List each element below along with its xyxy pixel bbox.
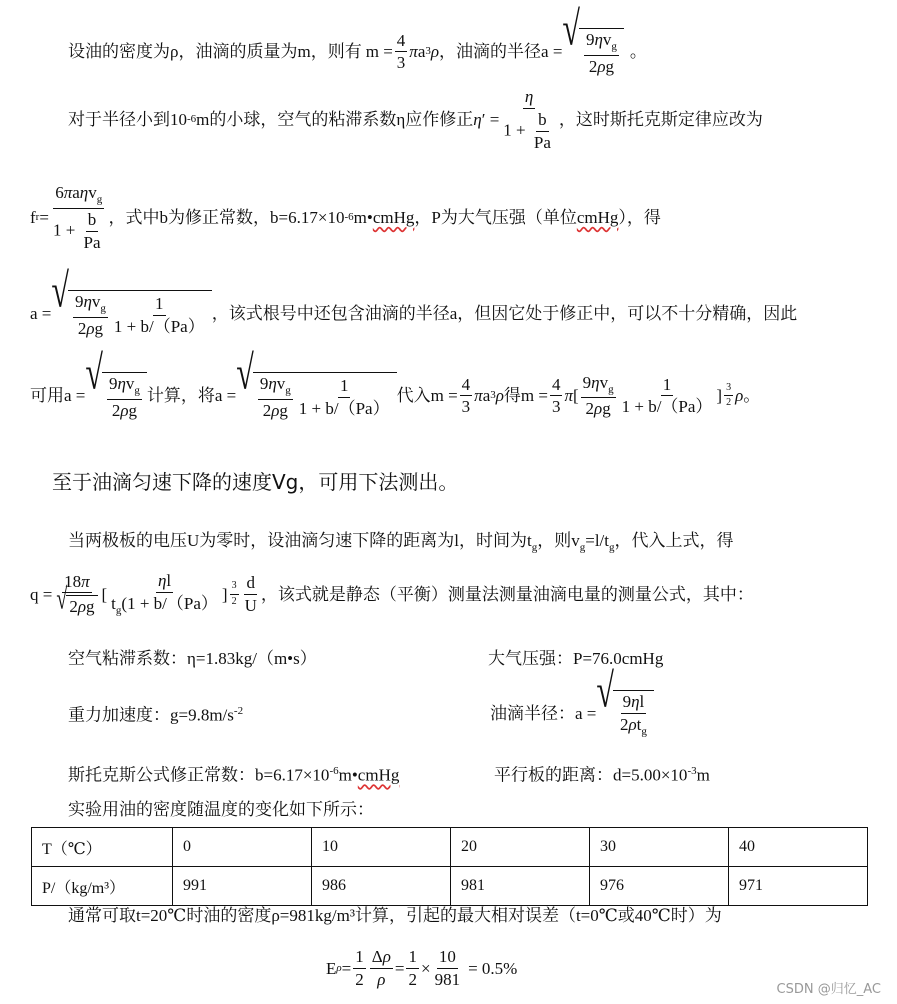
para-density-mid: ，油滴的半径 [439,42,542,62]
section-heading: 至于油滴匀速下降的速度Vg，可用下法测出。 [52,470,459,494]
stokes-exp: -6 [329,765,339,777]
table-cell: 991 [173,867,312,906]
density-table [31,827,868,906]
mass-formula: m = $\frac{4}{3}$ π a 3 ρ [365,30,440,73]
stokes-text-a: ，式中b为修正常数，b=6.17×10 [108,208,345,228]
table-cell: 981 [451,867,590,906]
para-radius-correction [30,263,798,338]
table-cell: 10 [312,828,451,867]
sub-g: g [609,541,615,554]
para-correction [68,88,763,152]
table-cell: 986 [312,867,451,906]
para-radius-text: ，该式根号中还包含油滴的半径a，但因它处于修正中，可以不十分精确，因此 [211,304,798,324]
param-gravity [68,706,243,724]
stokes-text-c: ），得 [618,208,661,228]
para-charge-text: ，该式就是静态（平衡）测量法测量油滴电量的测量公式，其中： [260,584,754,604]
table-cell: 20 [451,828,590,867]
result-value: = 0.5% [468,958,518,978]
table-cell: 971 [729,867,868,906]
stokes-force-formula: f r = 6πaηv$_g$ 1 + $\frac{b}{Pa}$ [30,183,103,252]
relative-error-formula: E ρ = $\frac{1}{2}$ $\frac{\Delta\rho}{\rho}$ = $\frac{1}{2}$ × $\frac{10}{981}$ = 0.5% [326,947,518,989]
sub-g: g [531,541,538,554]
simple-radius-formula: a = √ $\frac{9\eta v_g}{2\rho g}$ [64,372,147,420]
radius-formula: a = √ $\frac{9\eta v_g}{2\rho g}$ [541,28,624,76]
sub: 代入 [396,386,431,406]
stokes-text-b: ，P为大气压强（单位 [414,208,577,228]
calc: 计算，将 [146,386,215,406]
table-row [32,867,868,906]
distance-unit: m [696,765,710,785]
unit: m• [353,208,373,228]
para-density-end: 。 [629,42,647,62]
distance-exp: -3 [687,765,697,777]
stokes-unit-ul: cmHg [357,765,400,785]
para-density [68,1,647,76]
para-substitute [30,345,761,420]
table-cell: 30 [590,828,729,867]
param-pressure: 大气压强：P=76.0cmHg [488,649,664,668]
get: 得 [503,386,521,406]
radius-label: 油滴半径： [490,704,575,724]
table-cell: 0 [173,828,312,867]
para-zero-voltage-text: 当两极板的电压U为零时，设油滴匀速下降的距离为l，时间为t [68,531,532,550]
table-cell: 976 [590,867,729,906]
stokes-unit: m• [338,765,358,785]
sub-g: g [579,541,586,554]
unit-ul: cmHg [576,208,619,228]
para-correction-lead: 对于半径小到 [68,110,170,130]
eq: =l/t [585,531,609,550]
para-zero-voltage [68,532,734,553]
mass-formula-2: m = $\frac{4}{3}$ π a 3 ρ [430,374,504,417]
gravity: 重力加速度：g=9.8m/s [68,705,234,725]
eta-correction-formula: η ′ = η 1 + $\frac{b}{Pa}$ [473,87,551,152]
table-intro: 实验用油的密度随温度的变化如下所示： [68,800,374,819]
table-cell: 40 [729,828,868,867]
para-stokes [30,184,661,252]
exp: -6 [187,113,197,126]
table-cell: T（℃） [32,828,173,867]
gravity-exp: -2 [233,705,244,717]
end: ，代入上式，得 [614,531,734,550]
distance: 平行板的距离：d=5.00×10 [494,765,688,785]
end: 。 [743,386,761,406]
param-viscosity: 空气粘滞系数：η=1.83kg/（m•s） [68,649,317,668]
csdn-watermark: CSDN @归忆_AC [776,982,881,997]
lead: 可用 [30,386,64,406]
para-density-lead: 设油的密度为ρ，油滴的质量为m，则有 [68,42,362,62]
exp: -6 [344,211,354,224]
charge-formula: q = 18π √ 2 ρ g [ $\frac{\eta l}{t_g(1 + b/(Pa)}$ ] $\frac{3}{2}$ $\frac{d}{U}$ [30,571,257,617]
param-radius [490,663,654,738]
table-row [32,828,868,867]
para-correction-end: ，这时斯托克斯定律应改为 [558,110,763,130]
stokes: 斯托克斯公式修正常数：b=6.17×10 [68,765,330,785]
ten: 10 [170,110,187,130]
corrected-radius-formula: a = √ $\frac{9\eta v_g}{2\rho g}$ $\frac{1}{1 + b/(Pa)}$ [30,290,212,338]
radius-l-formula: a = √ $\frac{9\eta l}{2\rho t_g}$ [575,690,654,738]
then: ，则v [537,531,580,550]
param-plate-distance [494,766,710,784]
para-correction-lead2: m的小球，空气的粘滞系数η应作修正 [196,110,474,130]
para-charge-formula [30,572,754,617]
final-mass-formula: m = $\frac{4}{3}$ π [ $\frac{9\eta v_g}{2\rho g}$ $\frac{1}{1 + b/(Pa)}$ ] $\frac{3}{2}$ ρ [520,372,744,419]
conclusion: 通常可取t=20℃时油的密度ρ=981kg/m³计算，引起的最大相对误差（t=0℃或40℃时）为 [68,906,722,925]
unit-ul: cmHg [372,208,415,228]
table-cell: P/（kg/m³） [32,867,173,906]
corrected-radius-formula-2: a = √ $\frac{9\eta v_g}{2\rho g}$ $\frac{1}{1 + b/(Pa)}$ [215,372,397,420]
param-stokes-constant [68,766,399,784]
